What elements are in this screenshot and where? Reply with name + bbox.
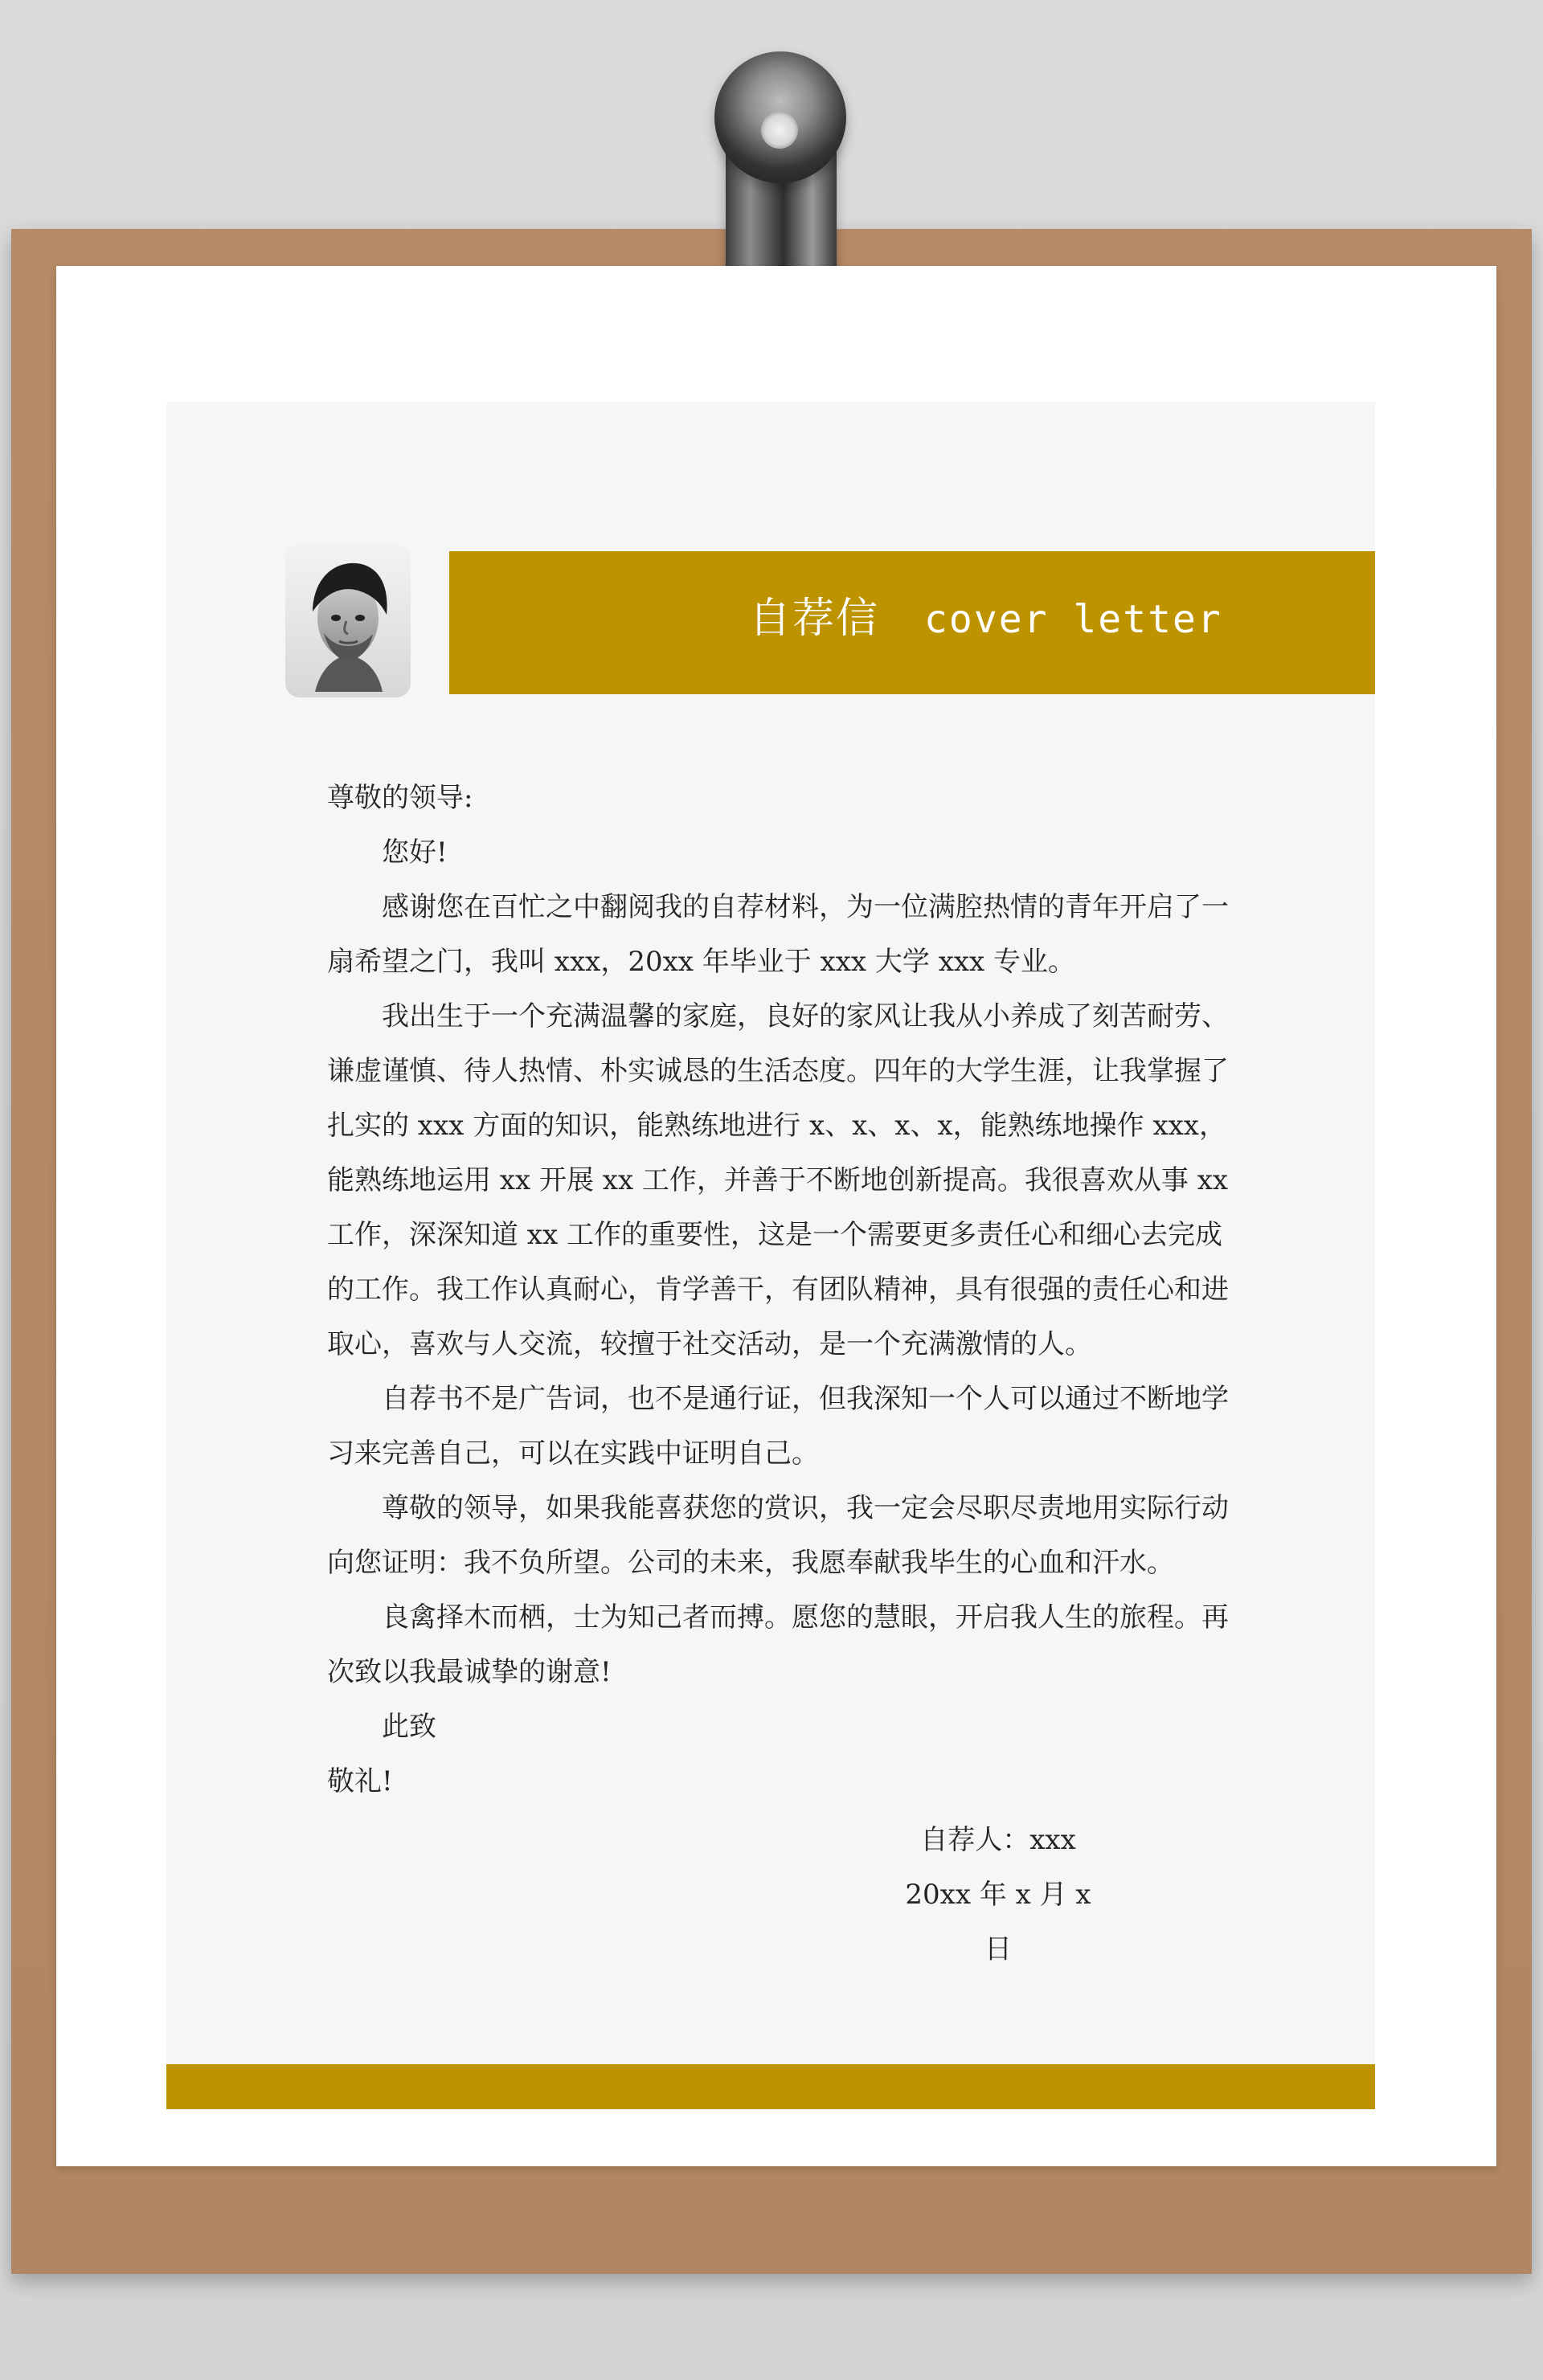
page-title xyxy=(749,595,1222,643)
signature-block xyxy=(894,1813,1103,1977)
letter-paragraph-4: 尊敬的领导，如果我能喜获您的赏识，我一定会尽职尽责地用实际行动向您证明：我不负所望。公司的未来，我愿奉献我毕生的心血和汗水。 xyxy=(327,1492,1229,1579)
portrait-photo-icon xyxy=(285,544,411,697)
letter-date: 20xx 年 x 月 x 日 xyxy=(905,1879,1100,1965)
bottom-accent-band xyxy=(166,2064,1375,2109)
signer-name: 自荐人：xxx xyxy=(920,1824,1076,1856)
closing-line: 此致 xyxy=(382,1711,436,1743)
title-english: cover letter xyxy=(924,597,1222,642)
respect-line: 敬礼! xyxy=(327,1765,393,1797)
letter-paragraph-5: 良禽择木而栖，士为知己者而搏。愿您的慧眼，开启我人生的旅程。再次致以我最诚挚的谢意! xyxy=(327,1601,1229,1688)
cover-letter-body xyxy=(327,771,1235,1809)
letter-paragraph-2: 我出生于一个充满温馨的家庭，良好的家风让我从小养成了刻苦耐劳、谦虚谨慎、待人热情、朴实诚恳的生活态度。四年的大学生涯，让我掌握了扎实的 xxx 方面的知识，能熟练地进行 x、x、x、x，能熟练地操作 xxx，能熟练地运用 xx 开展 xx 工作，并善于不断地创新提高。我很喜欢从事 xx 工作，深深知道 xx 工作的重要性，这是一个需要更多责任心和细心去完成的工作。我工作认真耐心，肯学善干，有团队精神，具有很强的责任心和进取心，喜欢与人交流，较擅于社交活动，是一个充满激情的人。 xyxy=(327,1000,1237,1360)
clip-hole xyxy=(761,112,798,149)
letter-paragraph-1: 感谢您在百忙之中翻阅我的自荐材料，为一位满腔热情的青年开启了一扇希望之门，我叫 xxx，20xx 年毕业于 xxx 大学 xxx 专业。 xyxy=(327,891,1229,978)
salutation: 尊敬的领导: xyxy=(327,782,473,814)
letter-paragraph-3: 自荐书不是广告词，也不是通行证，但我深知一个人可以通过不断地学习来完善自己，可以在实践中证明自己。 xyxy=(327,1383,1229,1470)
greeting: 您好! xyxy=(382,836,448,869)
title-chinese: 自荐信 xyxy=(749,595,880,643)
avatar xyxy=(285,544,411,697)
